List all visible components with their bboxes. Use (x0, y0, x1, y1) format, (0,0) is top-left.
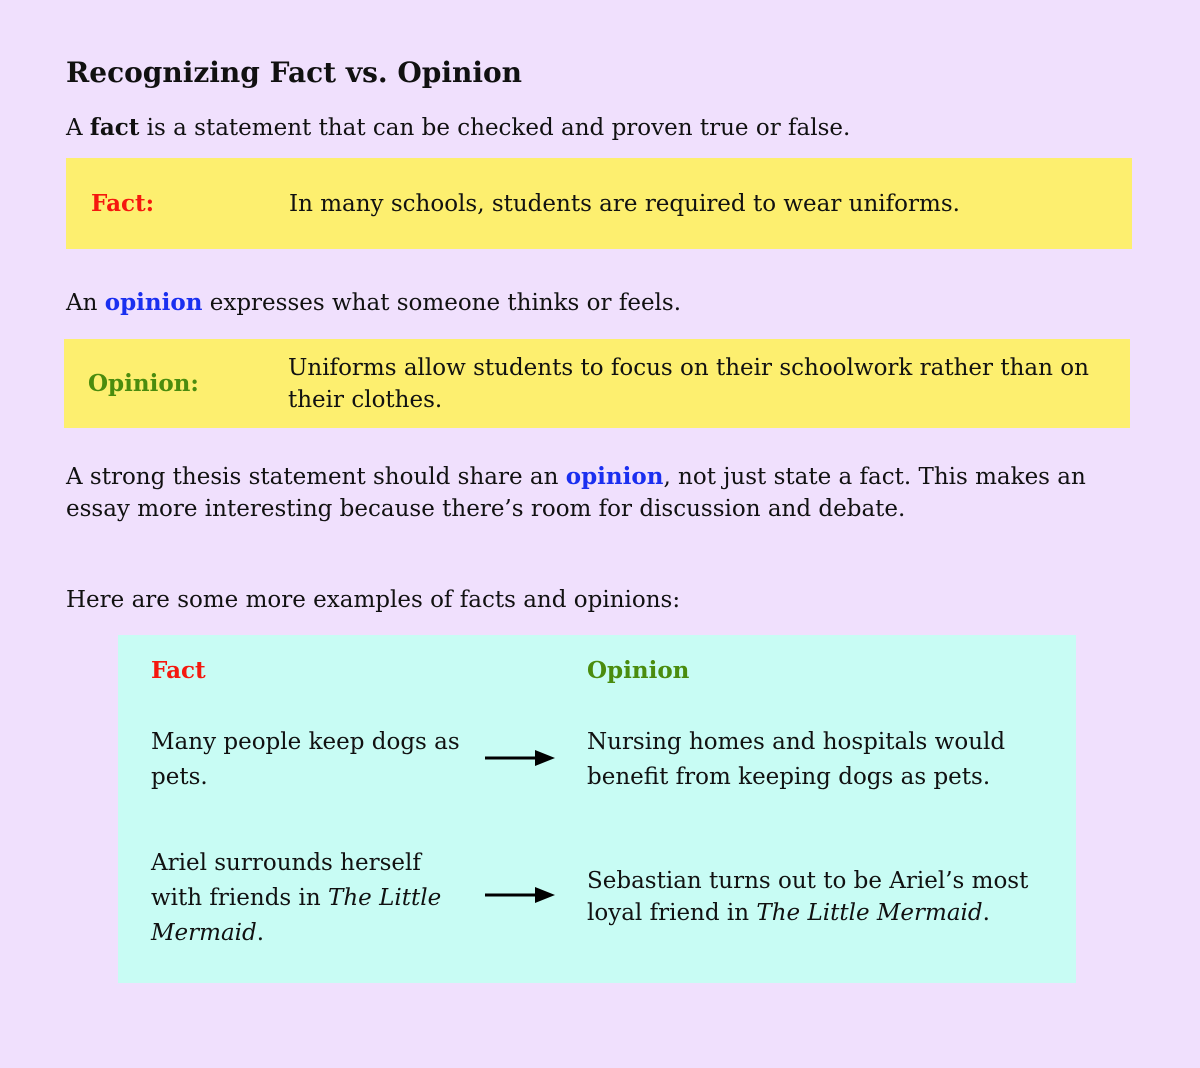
opinion-example-2 (587, 865, 1057, 929)
fact-example-text: In many schools, students are required to wear uniforms. (289, 191, 960, 217)
opinion-example-text: Uniforms allow students to focus on their schoolwork rather than on their clothes. (288, 355, 1089, 413)
opinion-term: opinion (565, 463, 664, 490)
fact-label: Fact: (91, 190, 155, 217)
opinion-label: Opinion: (88, 370, 199, 397)
arrow-right-icon (485, 885, 555, 905)
text: A (66, 115, 90, 141)
page-title: Recognizing Fact vs. Opinion (66, 56, 522, 89)
opinion-definition (66, 287, 681, 319)
opinion-example-1: Nursing homes and hospitals would benefit from keeping dogs as pets. (587, 729, 1006, 790)
fact-example-box (66, 158, 1132, 249)
text: An (66, 290, 105, 316)
text: is a statement that can be checked and proven true or false. (139, 115, 851, 141)
fact-term: fact (89, 114, 140, 141)
book-title: The Little Mermaid (756, 900, 983, 926)
text: . (256, 920, 265, 946)
fact-definition (66, 112, 850, 144)
opinion-term: opinion (104, 289, 203, 316)
opinion-column-header: Opinion (587, 657, 690, 684)
text: Ariel surrounds herself with friends in (151, 850, 421, 911)
fact-column-header: Fact (151, 657, 206, 684)
arrow-right-icon (485, 748, 555, 768)
thesis-paragraph (66, 461, 1136, 525)
text: Sebastian turns out to be Ariel’s most loyal friend in (587, 868, 1029, 926)
fact-example-2 (151, 846, 471, 951)
book-title: The Little Mermaid (151, 885, 442, 946)
text: expresses what someone thinks or feels. (202, 290, 682, 316)
fact-example-1: Many people keep dogs as pets. (151, 729, 460, 790)
opinion-example-box (64, 339, 1130, 428)
text: . (982, 900, 990, 926)
examples-table (118, 635, 1076, 983)
examples-intro: Here are some more examples of facts and opinions: (66, 587, 681, 613)
text: A strong thesis statement should share an (66, 464, 566, 490)
text: , not just state a fact. This makes an essay more interesting because there’s room for discussion and debate. (66, 464, 1086, 522)
